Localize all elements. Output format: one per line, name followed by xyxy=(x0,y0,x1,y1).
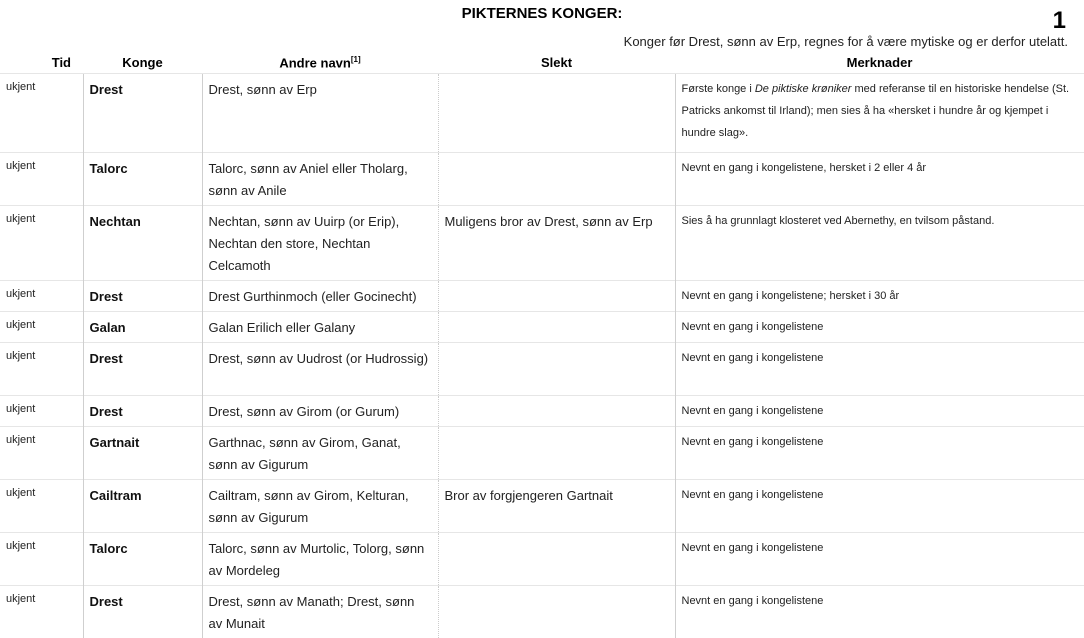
cell-merknader: Nevnt en gang i kongelistene xyxy=(675,312,1084,343)
column-header-andre-navn xyxy=(202,50,438,74)
table-row xyxy=(0,343,1084,396)
table-row xyxy=(0,206,1084,281)
cell-slekt xyxy=(438,153,675,206)
cell-tid: ukjent xyxy=(0,480,83,533)
cell-andre-navn: Galan Erilich eller Galany xyxy=(202,312,438,343)
cell-konge[interactable]: Drest xyxy=(83,281,202,312)
cell-tid: ukjent xyxy=(0,206,83,281)
cell-slekt xyxy=(438,343,675,396)
cell-konge[interactable]: Nechtan xyxy=(83,206,202,281)
header-note: Konger før Drest, sønn av Erp, regnes for å være mytiske og er derfor utelatt. xyxy=(624,34,1068,49)
kings-table xyxy=(0,50,1084,638)
table-header-row xyxy=(0,50,1084,74)
cell-andre-navn: Cailtram, sønn av Girom, Kelturan, sønn av Gigurum xyxy=(202,480,438,533)
cell-andre-navn: Nechtan, sønn av Uuirp (or Erip), Nechtan den store, Nechtan Celcamoth xyxy=(202,206,438,281)
table-row xyxy=(0,533,1084,586)
cell-slekt xyxy=(438,281,675,312)
cell-merknader: Nevnt en gang i kongelistene; hersket i 30 år xyxy=(675,281,1084,312)
cell-tid: ukjent xyxy=(0,312,83,343)
cell-andre-navn: Drest, sønn av Uudrost (or Hudrossig) xyxy=(202,343,438,396)
cell-andre-navn: Talorc, sønn av Murtolic, Tolorg, sønn av Mordeleg xyxy=(202,533,438,586)
cell-tid: ukjent xyxy=(0,586,83,638)
table-row xyxy=(0,396,1084,427)
cell-konge[interactable]: Talorc xyxy=(83,533,202,586)
cell-slekt: Muligens bror av Drest, sønn av Erp xyxy=(438,206,675,281)
cell-andre-navn: Garthnac, sønn av Girom, Ganat, sønn av Gigurum xyxy=(202,427,438,480)
column-header-konge: Konge xyxy=(83,50,202,74)
cell-konge[interactable]: Cailtram xyxy=(83,480,202,533)
cell-slekt xyxy=(438,312,675,343)
cell-merknader xyxy=(675,74,1084,153)
table-row xyxy=(0,427,1084,480)
cell-andre-navn: Talorc, sønn av Aniel eller Tholarg, sønn av Anile xyxy=(202,153,438,206)
cell-andre-navn: Drest Gurthinmoch (eller Gocinecht) xyxy=(202,281,438,312)
cell-slekt xyxy=(438,533,675,586)
footnote-link[interactable]: [1] xyxy=(351,55,361,64)
page-number: 1 xyxy=(1053,7,1066,35)
page-title: PIKTERNES KONGER: xyxy=(0,5,1084,22)
cell-slekt xyxy=(438,74,675,153)
cell-konge[interactable]: Gartnait xyxy=(83,427,202,480)
column-header-slekt: Slekt xyxy=(438,50,675,74)
table-row xyxy=(0,312,1084,343)
cell-andre-navn: Drest, sønn av Erp xyxy=(202,74,438,153)
cell-konge[interactable]: Drest xyxy=(83,586,202,638)
merk-text: med referanse til en historiske hendelse (St. Patricks ankomst til Irland); men sies å ha «hersket i hundre år og kjempet i hundre slag». xyxy=(682,83,1070,139)
table-row xyxy=(0,74,1084,153)
table-row xyxy=(0,480,1084,533)
cell-merknader: Nevnt en gang i kongelistene xyxy=(675,533,1084,586)
cell-slekt: Bror av forgjengeren Gartnait xyxy=(438,480,675,533)
cell-andre-navn: Drest, sønn av Manath; Drest, sønn av Munait xyxy=(202,586,438,638)
cell-merknader: Nevnt en gang i kongelistene xyxy=(675,427,1084,480)
table-row xyxy=(0,586,1084,638)
cell-tid: ukjent xyxy=(0,281,83,312)
cell-merknader: Nevnt en gang i kongelistene xyxy=(675,586,1084,638)
column-header-merknader: Merknader xyxy=(675,50,1084,74)
cell-tid: ukjent xyxy=(0,343,83,396)
cell-tid: ukjent xyxy=(0,153,83,206)
column-header-andre-navn-label: Andre navn xyxy=(279,55,351,70)
table-row xyxy=(0,281,1084,312)
merk-text: Første konge i xyxy=(682,83,755,95)
cell-konge[interactable]: Galan xyxy=(83,312,202,343)
cell-merknader: Nevnt en gang i kongelistene, hersket i 2 eller 4 år xyxy=(675,153,1084,206)
cell-slekt xyxy=(438,427,675,480)
cell-konge[interactable]: Talorc xyxy=(83,153,202,206)
cell-tid: ukjent xyxy=(0,396,83,427)
cell-konge[interactable]: Drest xyxy=(83,396,202,427)
cell-andre-navn: Drest, sønn av Girom (or Gurum) xyxy=(202,396,438,427)
cell-konge[interactable]: Drest xyxy=(83,74,202,153)
cell-merknader: Nevnt en gang i kongelistene xyxy=(675,480,1084,533)
cell-tid: ukjent xyxy=(0,427,83,480)
column-header-tid: Tid xyxy=(0,50,83,74)
cell-slekt xyxy=(438,396,675,427)
cell-merknader: Nevnt en gang i kongelistene xyxy=(675,343,1084,396)
cell-slekt xyxy=(438,586,675,638)
cell-merknader: Sies å ha grunnlagt klosteret ved Abernethy, en tvilsom påstand. xyxy=(675,206,1084,281)
cell-tid: ukjent xyxy=(0,74,83,153)
table-row xyxy=(0,153,1084,206)
chronicle-link[interactable]: De piktiske krøniker xyxy=(755,83,852,95)
cell-merknader: Nevnt en gang i kongelistene xyxy=(675,396,1084,427)
cell-konge[interactable]: Drest xyxy=(83,343,202,396)
cell-tid: ukjent xyxy=(0,533,83,586)
